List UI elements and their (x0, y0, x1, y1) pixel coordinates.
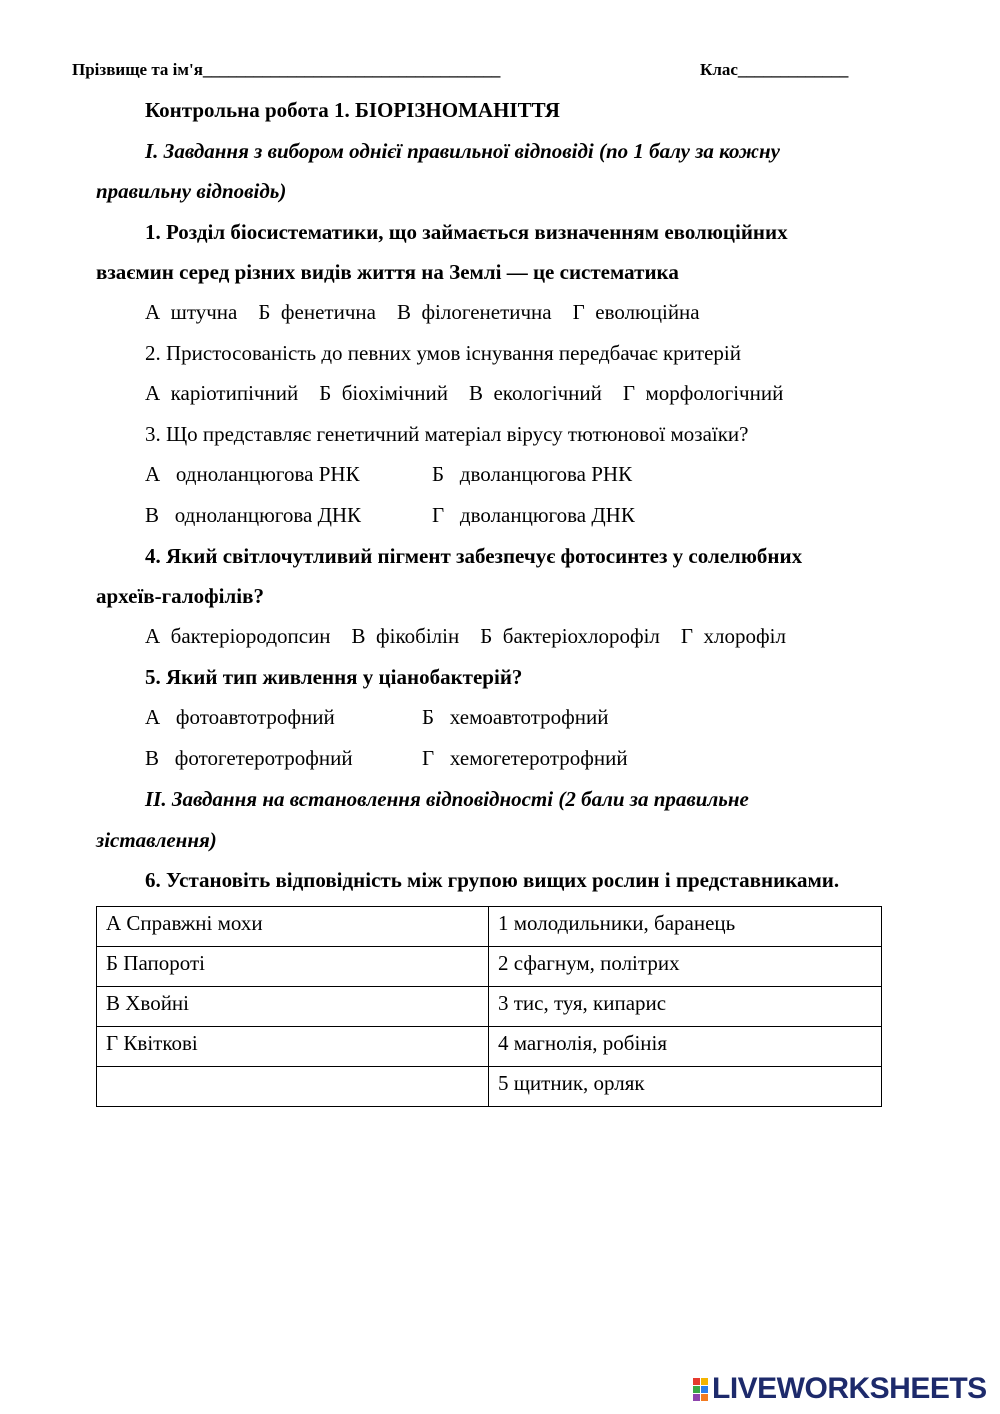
logo-block (693, 1394, 700, 1401)
table-row (97, 987, 882, 1027)
q5-option-c: В фотогетеротрофний (145, 746, 353, 770)
table-cell-examples: 3 тис, туя, кипарис (489, 987, 882, 1027)
table-row (97, 907, 882, 947)
q4-options: А бактеріородопсин В фікобілін Б бактеріохлорофіл Г хлорофіл (145, 624, 786, 648)
logo-blocks-icon (693, 1378, 708, 1401)
page-title: Контрольна робота 1. БІОРІЗНОМАНІТТЯ (145, 98, 560, 122)
name-field-label: Прізвище та ім'я___________________________________ (72, 60, 501, 79)
table-cell-group: В Хвойні (97, 987, 489, 1027)
table-cell-examples: 1 молодильники, баранець (489, 907, 882, 947)
q5-text: 5. Який тип живлення у ціанобактерій? (145, 665, 523, 689)
q3-option-a: А одноланцюгова РНК (145, 462, 360, 486)
logo-block (701, 1394, 708, 1401)
logo-block (693, 1386, 700, 1393)
liveworksheets-logo (693, 1374, 987, 1404)
table-cell-group: А Справжні мохи (97, 907, 489, 947)
q5-option-d: Г хемогетеротрофний (422, 746, 628, 770)
table-row (97, 1067, 882, 1107)
q2-text: 2. Пристосованість до певних умов існування передбачає критерій (145, 341, 741, 365)
q3-option-d: Г дволанцюгова ДНК (432, 503, 635, 527)
q5-option-b: Б хемоавтотрофний (422, 705, 609, 729)
logo-block (701, 1378, 708, 1385)
section2-heading-line2: зіставлення) (96, 828, 217, 852)
table-cell-group (97, 1067, 489, 1107)
table-row (97, 947, 882, 987)
table-cell-group: Г Квіткові (97, 1027, 489, 1067)
q1-text-line2: взаємин серед різних видів життя на Землі — це систематика (96, 260, 679, 284)
q4-text-line1: 4. Який світлочутливий пігмент забезпечує фотосинтез у солелюбних (145, 544, 803, 568)
table-cell-examples: 5 щитник, орляк (489, 1067, 882, 1107)
q1-text-line1: 1. Розділ біосистематики, що займається визначенням еволюційних (145, 220, 788, 244)
q3-option-b: Б дволанцюгова РНК (432, 462, 633, 486)
table-cell-examples: 2 сфагнум, політрих (489, 947, 882, 987)
q4-text-line2: археїв-галофілів? (96, 584, 264, 608)
q6-text: 6. Установіть відповідність між групою вищих рослин і представниками. (145, 868, 840, 892)
q3-option-c: В одноланцюгова ДНК (145, 503, 362, 527)
table-cell-group: Б Папороті (97, 947, 489, 987)
class-field-label: Клас_____________ (700, 60, 849, 79)
section1-heading-line1: I. Завдання з вибором однієї правильної відповіді (по 1 балу за кожну (145, 139, 780, 163)
q3-text: 3. Що представляє генетичний матеріал вірусу тютюнової мозаїки? (145, 422, 749, 446)
section2-heading-line1: II. Завдання на встановлення відповідності (2 бали за правильне (145, 787, 749, 811)
table-row (97, 1027, 882, 1067)
q5-option-a: А фотоавтотрофний (145, 705, 335, 729)
logo-block (693, 1378, 700, 1385)
logo-block (701, 1386, 708, 1393)
q1-options: А штучна Б фенетична В філогенетична Г еволюційна (145, 300, 700, 324)
section1-heading-line2: правильну відповідь) (96, 179, 287, 203)
table-cell-examples: 4 магнолія, робінія (489, 1027, 882, 1067)
logo-text: LIVEWORKSHEETS (712, 1372, 987, 1405)
matching-table (96, 906, 882, 1107)
q2-options: А каріотипічний Б біохімічний В екологічний Г морфологічний (145, 381, 784, 405)
